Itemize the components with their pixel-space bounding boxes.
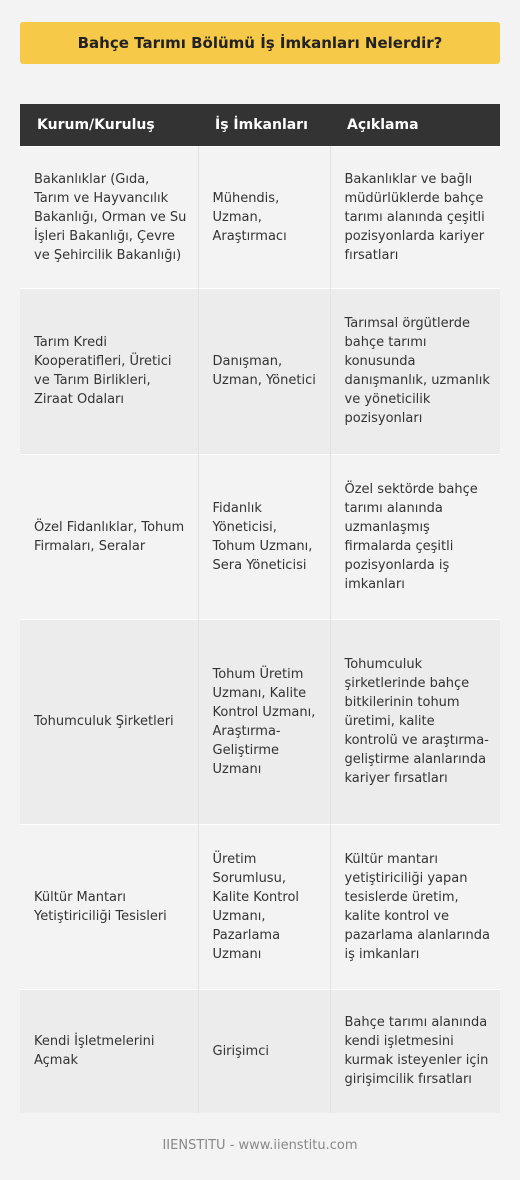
cell-institution: Kendi İşletmelerini Açmak	[20, 989, 198, 1113]
page-title: Bahçe Tarımı Bölümü İş İmkanları Nelerdir?	[20, 22, 500, 64]
cell-jobs: Fidanlık Yöneticisi, Tohum Uzmanı, Sera Yöneticisi	[198, 454, 330, 619]
table-row	[20, 288, 500, 454]
table-header-row	[20, 104, 500, 146]
cell-description: Özel sektörde bahçe tarımı alanında uzmanlaşmış firmalarda çeşitli pozisyonlarda iş imkanları	[330, 454, 500, 619]
cell-jobs: Danışman, Uzman, Yönetici	[198, 288, 330, 454]
cell-institution: Özel Fidanlıklar, Tohum Firmaları, Seralar	[20, 454, 198, 619]
cell-institution: Bakanlıklar (Gıda, Tarım ve Hayvancılık Bakanlığı, Orman ve Su İşleri Bakanlığı, Çevre ve Şehircilik Bakanlığı)	[20, 146, 198, 288]
cell-institution: Tarım Kredi Kooperatifleri, Üretici ve Tarım Birlikleri, Ziraat Odaları	[20, 288, 198, 454]
header-jobs: İş İmkanları	[198, 104, 330, 146]
cell-institution: Tohumculuk Şirketleri	[20, 619, 198, 824]
cell-description: Kültür mantarı yetiştiriciliği yapan tesislerde üretim, kalite kontrol ve pazarlama alanlarında iş imkanları	[330, 824, 500, 989]
career-table	[20, 104, 500, 1113]
cell-jobs: Girişimci	[198, 989, 330, 1113]
cell-description: Tohumculuk şirketlerinde bahçe bitkilerinin tohum üretimi, kalite kontrolü ve araştırma-geliştirme alanlarında kariyer fırsatları	[330, 619, 500, 824]
cell-jobs: Tohum Üretim Uzmanı, Kalite Kontrol Uzmanı, Araştırma-Geliştirme Uzmanı	[198, 619, 330, 824]
header-institution: Kurum/Kuruluş	[20, 104, 198, 146]
career-table-container	[20, 104, 500, 1113]
cell-description: Tarımsal örgütlerde bahçe tarımı konusunda danışmanlık, uzmanlık ve yöneticilik pozisyonları	[330, 288, 500, 454]
cell-jobs: Üretim Sorumlusu, Kalite Kontrol Uzmanı, Pazarlama Uzmanı	[198, 824, 330, 989]
table-row	[20, 454, 500, 619]
cell-description: Bahçe tarımı alanında kendi işletmesini kurmak isteyenler için girişimcilik fırsatları	[330, 989, 500, 1113]
cell-description: Bakanlıklar ve bağlı müdürlüklerde bahçe tarımı alanında çeşitli pozisyonlarda kariyer fırsatları	[330, 146, 500, 288]
table-row	[20, 824, 500, 989]
cell-jobs: Mühendis, Uzman, Araştırmacı	[198, 146, 330, 288]
cell-institution: Kültür Mantarı Yetiştiriciliği Tesisleri	[20, 824, 198, 989]
table-row	[20, 989, 500, 1113]
table-row	[20, 619, 500, 824]
footer-credit: IIENSTITU - www.iienstitu.com	[162, 1138, 358, 1153]
table-row	[20, 146, 500, 288]
header-description: Açıklama	[330, 104, 500, 146]
